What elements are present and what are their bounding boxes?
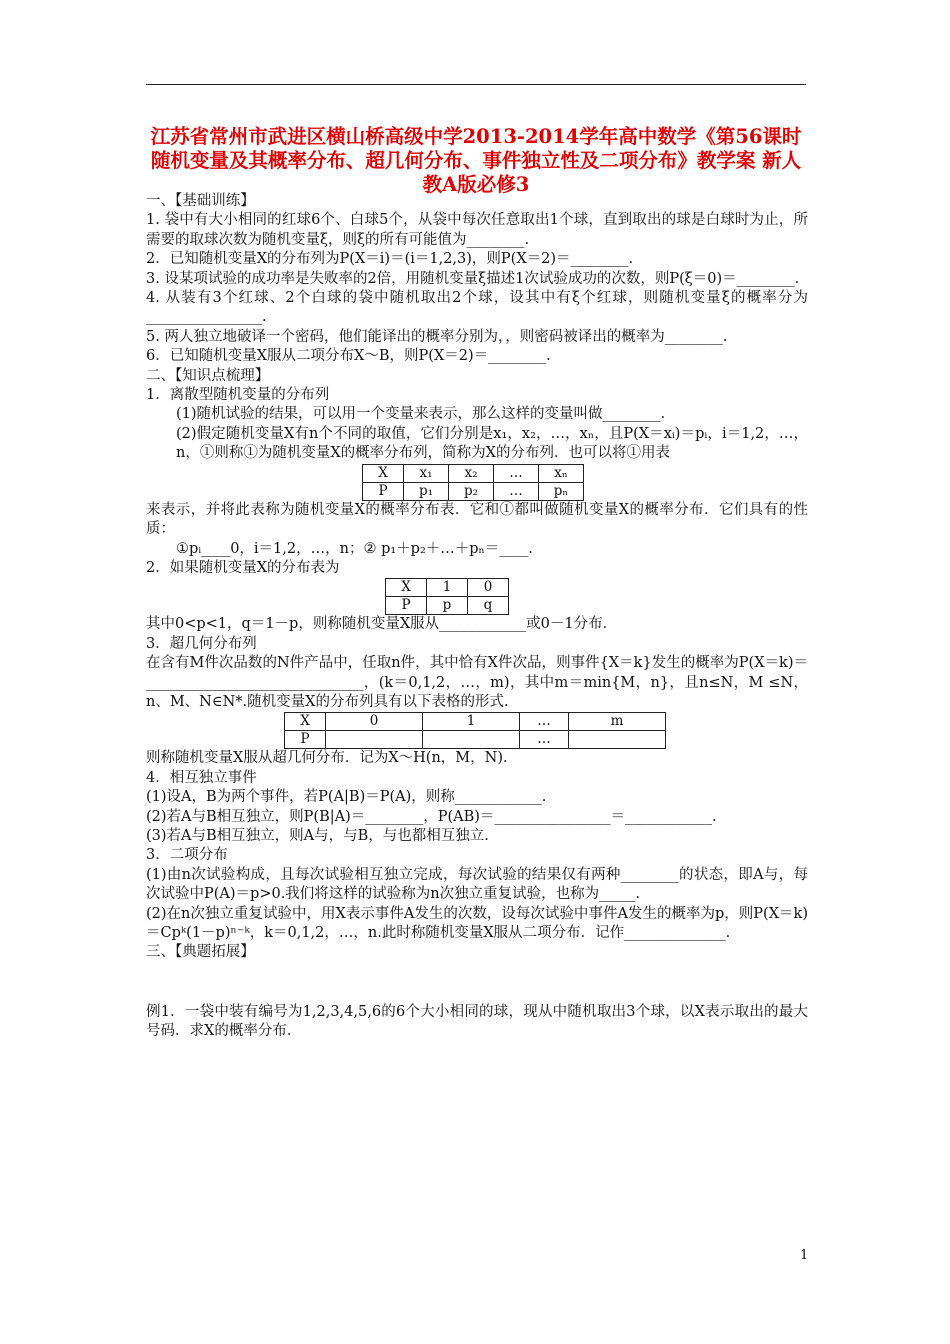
subsection-title: 3．二项分布 xyxy=(146,847,228,864)
bernoulli-table xyxy=(385,578,509,615)
exercise-6: 6．已知随机变量X服从二项分布X～B，则P(X＝2)＝________. xyxy=(146,348,551,365)
document-title: 江苏省常州市武进区横山桥高级中学2013-2014学年高中数学《第56课时 随机变量及其概率分布、超几何分布、事件独立性及二项分布》教学案 新人教A版必修3 xyxy=(150,125,802,196)
table-cell: X xyxy=(386,579,427,597)
distribution-table xyxy=(362,464,584,501)
table-cell: X xyxy=(363,464,404,482)
exercise-5: 5. 两人独立地破译一个密码，他们能译出的概率分别为，，则密码被译出的概率为________. xyxy=(146,328,728,345)
hypergeometric-table xyxy=(284,712,666,749)
table-cell: P xyxy=(285,731,326,749)
table-cell: … xyxy=(520,731,569,749)
paragraph: (3)若A与B相互独立，则A与，与B，与也都相互独立. xyxy=(146,827,489,844)
paragraph: (1)随机试验的结果，可以用一个变量来表示，那么这样的变量叫做________. xyxy=(176,406,666,423)
exercise-4: 4. 从装有3个红球、2个白球的袋中随机取出2个球，设其中有ξ个红球，则随机变量ξ的概率分为________________. xyxy=(146,290,808,326)
table-cell: m xyxy=(569,713,666,731)
table-cell: x₂ xyxy=(449,464,494,482)
table-cell: 0 xyxy=(468,579,509,597)
example-1: 例1．一袋中装有编号为1,2,3,4,5,6的6个大小相同的球，现从中随机取出3个球，以X表示取出的最大号码．求X的概率分布． xyxy=(146,1003,808,1040)
paragraph: 则称随机变量X服从超几何分布．记为X～H(n，M，N). xyxy=(146,750,508,767)
paragraph: 来表示，并将此表称为随机变量X的概率分布表．它和①都叫做随机变量X的概率分布．它们具有的性质： xyxy=(146,501,808,538)
table-cell: p₁ xyxy=(404,482,449,500)
paragraph: 其中0<p<1，q＝1－p，则称随机变量X服从____________或0－1分布． xyxy=(146,616,618,633)
spacer xyxy=(146,963,808,1003)
table-cell xyxy=(326,731,423,749)
paragraph: (2)若A与B相互独立，则P(B|A)＝________，P(AB)＝________________＝____________. xyxy=(146,808,717,825)
paragraph: (1)由n次试验构成，且每次试验相互独立完成，每次试验的结果仅有两种________的状态，即A与，每次试验中P(A)＝p>0.我们将这样的试验称为n次独立重复试验，也称为_____. xyxy=(146,866,808,903)
exercise-2: 2．已知随机变量X的分布列为P(X＝i)＝(i＝1,2,3)，则P(X＝2)＝________. xyxy=(146,251,634,268)
paragraph: (1)设A，B为两个事件，若P(A|B)＝P(A)，则称____________. xyxy=(146,789,547,806)
table-cell: 1 xyxy=(423,713,520,731)
table-cell: … xyxy=(494,482,539,500)
exercise-1: 1. 袋中有大小相同的红球6个、白球5个，从袋中每次任意取出1个球，直到取出的球是白球时为止，所需要的取球次数为随机变量ξ，则ξ的所有可能值为________. xyxy=(146,212,808,248)
table-cell: q xyxy=(468,597,509,615)
table-cell: xₙ xyxy=(539,464,584,482)
page-number: 1 xyxy=(800,1248,809,1263)
table-cell xyxy=(569,731,666,749)
header-rule xyxy=(146,84,806,85)
table-cell: x₁ xyxy=(404,464,449,482)
paragraph: ①pᵢ____0，i＝1,2，…，n；② p₁＋p₂＋…＋pₙ＝____. xyxy=(176,540,533,557)
table-cell: P xyxy=(363,482,404,500)
paragraph: (2)在n次独立重复试验中，用X表示事件A发生的次数，设每次试验中事件A发生的概率为p，则P(X＝k)＝Cpᵏ(1－p)ⁿ⁻ᵏ，k＝0,1,2，…，n.此时称随机变量X服从二项分布．记作______________. xyxy=(146,905,808,941)
table-cell: 1 xyxy=(427,579,468,597)
table-cell: P xyxy=(386,597,427,615)
table-cell: pₙ xyxy=(539,482,584,500)
subsection-title: 2．如果随机变量X的分布表为 xyxy=(146,559,340,576)
table-cell: p₂ xyxy=(449,482,494,500)
section-heading: 二、【知识点梳理】 xyxy=(146,367,270,384)
exercise-3: 3. 设某项试验的成功率是失败率的2倍，用随机变量ξ描述1次试验成功的次数，则P(ξ＝0)＝________. xyxy=(146,270,800,287)
section-heading: 三、【典题拓展】 xyxy=(146,944,255,961)
paragraph: 在含有M件次品数的N件产品中，任取n件，其中恰有X件次品，则事件{X＝k}发生的概率为P(X＝k)＝______________________________，(k＝0,1,2，…，m)，其中m＝min{M，n}，且n≤N，M ≤N，n、M、N∈N*.随机变量X的分布列具有以下表格的形式. xyxy=(146,655,808,710)
subsection-title: 4．相互独立事件 xyxy=(146,769,257,786)
table-cell: X xyxy=(285,713,326,731)
table-cell: p xyxy=(427,597,468,615)
paragraph: (2)假定随机变量X有n个不同的取值，它们分别是x₁，x₂，…，xₙ，且P(X＝xᵢ)＝pᵢ，i＝1,2，…，n，①则称①为随机变量X的概率分布列，简称为X的分布列．也可以将①用表 xyxy=(176,425,808,462)
section-heading: 一、【基础训练】 xyxy=(146,193,255,209)
document-body xyxy=(146,192,808,1042)
table-cell: … xyxy=(520,713,569,731)
subsection-title: 3．超几何分布列 xyxy=(146,635,257,652)
table-cell: … xyxy=(494,464,539,482)
table-cell xyxy=(423,731,520,749)
subsection-title: 1．离散型随机变量的分布列 xyxy=(146,387,330,404)
table-cell: 0 xyxy=(326,713,423,731)
